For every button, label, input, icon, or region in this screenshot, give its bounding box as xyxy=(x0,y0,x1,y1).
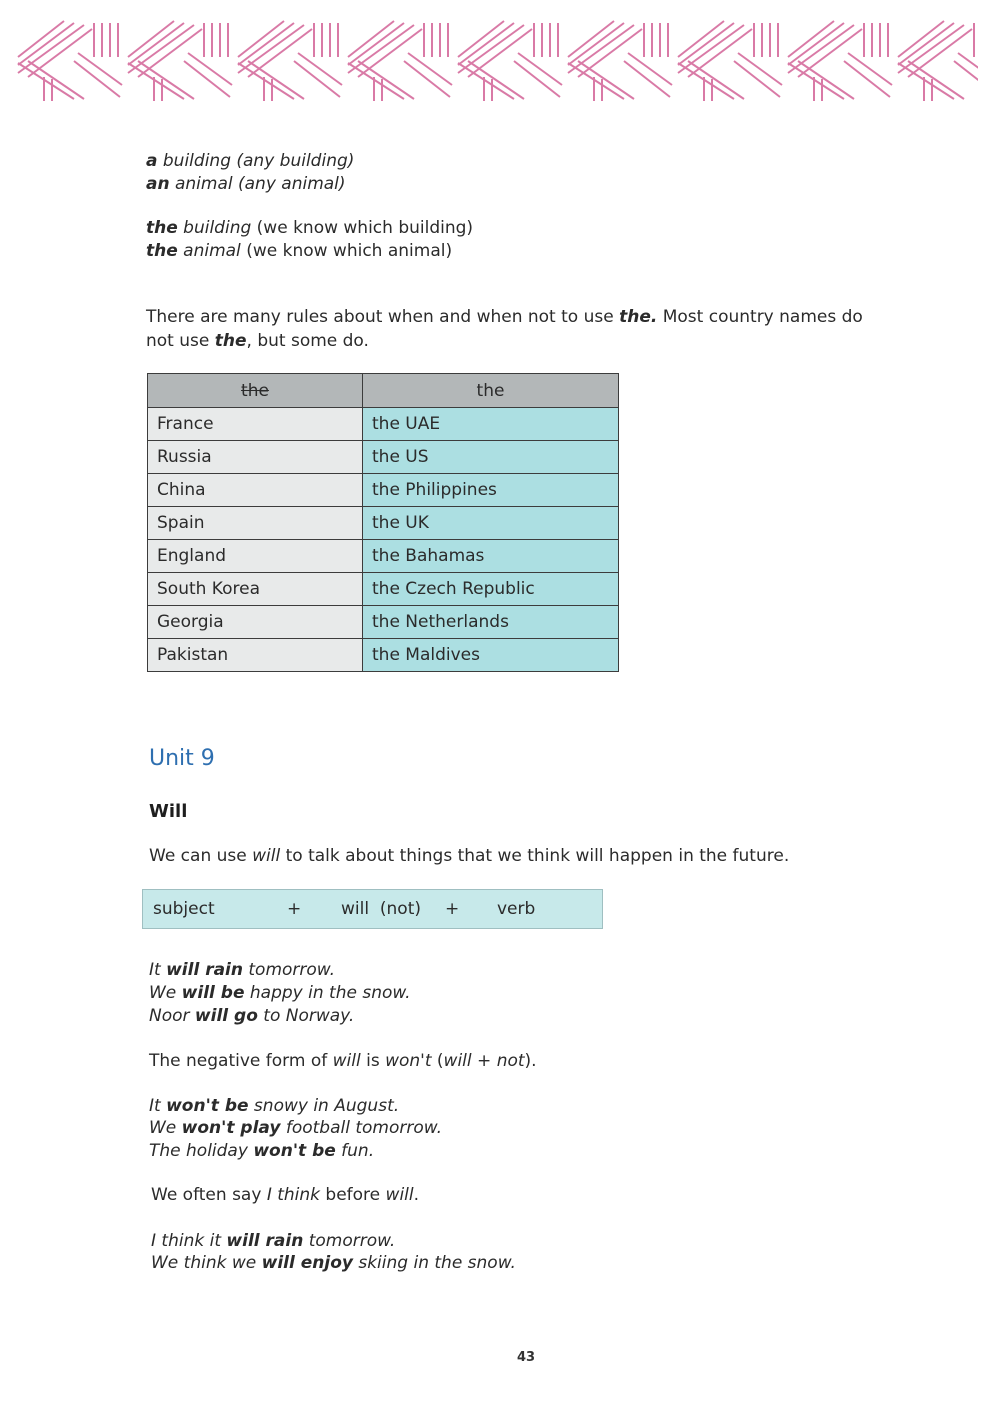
country-no-article: Russia xyxy=(148,441,363,474)
rules-paragraph-line2: not use the, but some do. xyxy=(146,331,369,351)
table-header-row xyxy=(148,374,619,408)
example-think-will-enjoy: We think we will enjoy skiing in the snow. xyxy=(151,1253,516,1273)
formula-subject: subject xyxy=(153,899,215,919)
think-sentence: We often say I think before will. xyxy=(151,1185,420,1205)
example-will-go: Noor will go to Norway. xyxy=(149,1006,355,1026)
header-with-the: the xyxy=(363,374,619,408)
country-no-article: Pakistan xyxy=(148,639,363,672)
example-think-will-rain: I think it will rain tomorrow. xyxy=(151,1231,396,1251)
country-no-article: England xyxy=(148,540,363,573)
table-row xyxy=(148,606,619,639)
table-row xyxy=(148,408,619,441)
example-an-animal: an animal (any animal) xyxy=(146,174,346,194)
country-article-table xyxy=(147,373,619,672)
country-no-article: Georgia xyxy=(148,606,363,639)
formula-verb: verb xyxy=(497,899,536,919)
rules-paragraph-line1: There are many rules about when and when not to use the. Most country names do xyxy=(146,307,863,327)
table-row xyxy=(148,540,619,573)
decorative-pattern-banner xyxy=(14,17,978,103)
country-with-the: the UAE xyxy=(363,408,619,441)
country-no-article: China xyxy=(148,474,363,507)
example-the-animal: the animal (we know which animal) xyxy=(146,241,453,261)
country-with-the: the US xyxy=(363,441,619,474)
formula-plus-1: + xyxy=(287,899,302,919)
country-with-the: the Netherlands xyxy=(363,606,619,639)
table-row xyxy=(148,573,619,606)
section-heading: Will xyxy=(149,801,188,822)
table-row xyxy=(148,441,619,474)
example-the-building: the building (we know which building) xyxy=(146,218,474,238)
example-wont-be-snowy: It won't be snowy in August. xyxy=(149,1096,400,1116)
country-no-article: South Korea xyxy=(148,573,363,606)
example-a-building: a building (any building) xyxy=(146,151,355,171)
example-will-be: We will be happy in the snow. xyxy=(149,983,411,1003)
example-will-rain: It will rain tomorrow. xyxy=(149,960,336,980)
country-no-article: Spain xyxy=(148,507,363,540)
header-without-the: the xyxy=(148,374,363,408)
country-with-the: the UK xyxy=(363,507,619,540)
negative-form-sentence: The negative form of will is won't (will + not). xyxy=(149,1051,537,1071)
country-with-the: the Maldives xyxy=(363,639,619,672)
page-number: 43 xyxy=(517,1350,536,1365)
unit-title: Unit 9 xyxy=(149,746,215,771)
example-wont-play: We won't play football tomorrow. xyxy=(149,1118,442,1138)
formula-will-not: will (not) xyxy=(341,899,421,919)
will-formula-box xyxy=(142,889,603,929)
example-wont-be-fun: The holiday won't be fun. xyxy=(149,1141,375,1161)
country-with-the: the Czech Republic xyxy=(363,573,619,606)
country-no-article: France xyxy=(148,408,363,441)
formula-plus-2: + xyxy=(445,899,460,919)
country-with-the: the Bahamas xyxy=(363,540,619,573)
table-row xyxy=(148,474,619,507)
table-row xyxy=(148,507,619,540)
country-with-the: the Philippines xyxy=(363,474,619,507)
will-intro: We can use will to talk about things that we think will happen in the future. xyxy=(149,846,790,866)
table-row xyxy=(148,639,619,672)
